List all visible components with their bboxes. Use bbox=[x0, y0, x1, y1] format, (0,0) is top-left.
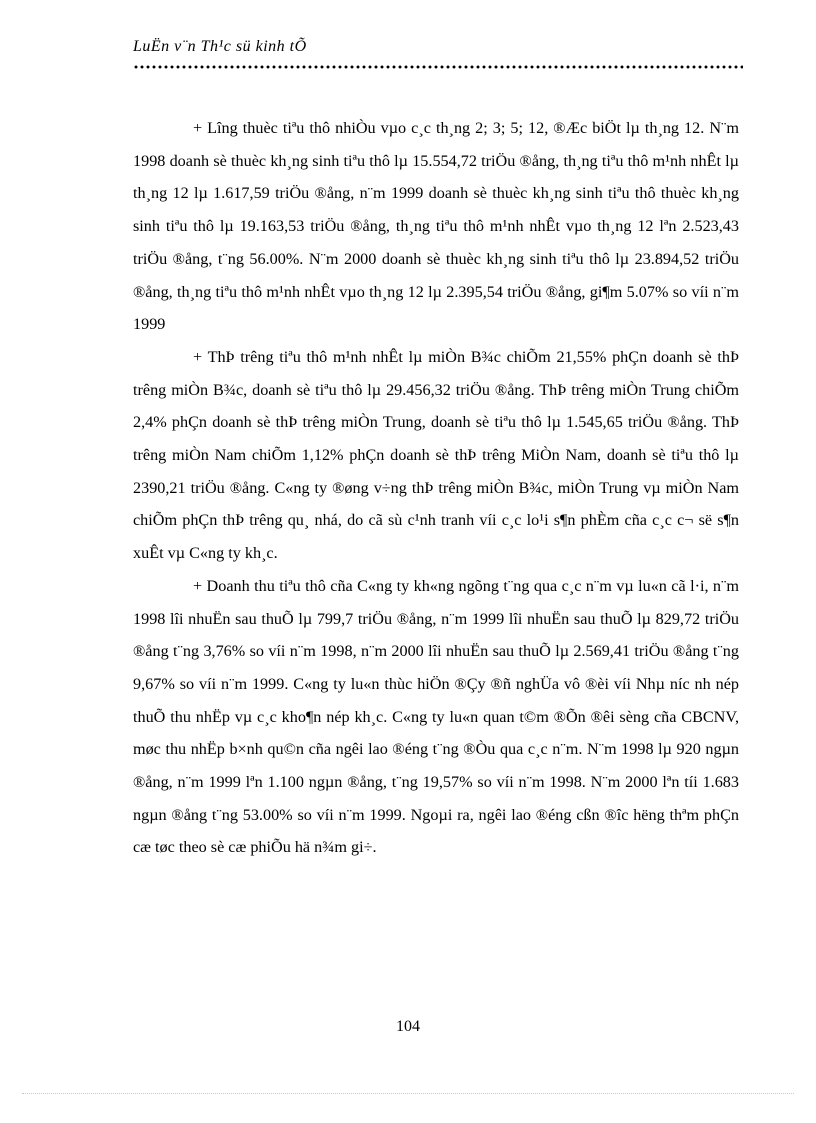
paragraph-revenue-profit: + Doanh thu tiªu thô cña C«ng ty kh«ng ngõng t¨ng qua c¸c n¨m vµ lu«n cã l·i, n¨m 1998 lîi nhuËn sau thuÕ lµ 799,7 triÖu ®ång, n¨m 1999 lîi nhuËn sau thuÕ lµ 829,72 triÖu ®ång t¨ng 3,76% so víi n¨m 1998, n¨m 2000 lîi nhuËn sau thuÕ lµ 2.569,41 triÖu ®ång t¨ng 9,67% so víi n¨m 1999. C«ng ty lu«n thùc hiÖn ®Çy ®ñ nghÜa vô ®èi víi Nhµ níc nh nép thuÕ thu nhËp vµ c¸c kho¶n nép kh¸c. C«ng ty lu«n quan t©m ®Õn ®êi sèng cña CBCNV, møc thu nhËp b×nh qu©n cña ngêi lao ®éng t¨ng ®Òu qua c¸c n¨m. N¨m 1998 lµ 920 ngµn ®ång, n¨m 1999 lªn 1.100 ngµn ®ång, t¨ng 19,57% so víi n¨m 1998. N¨m 2000 lªn tíi 1.683 ngµn ®ång t¨ng 53.00% so víi n¨m 1999. Ngoµi ra, ngêi lao ®éng cßn ®îc hëng thªm phÇn cæ tøc theo sè cæ phiÕu hä n¾m gi÷. bbox=[133, 576, 739, 857]
footer-dotted-rule bbox=[22, 1093, 794, 1094]
header-dotted-rule bbox=[133, 64, 743, 70]
header-title: LuËn v¨n Th¹c sü kinh tÕ bbox=[133, 38, 307, 55]
paragraph-sales-volume: + Lîng thuèc tiªu thô nhiÒu vµo c¸c th¸ng 2; 3; 5; 12, ®Æc biÖt lµ th¸ng 12. N¨m 1998 doanh sè thuèc kh¸ng sinh tiªu thô lµ 15.554,72 triÖu ®ång, th¸ng tiªu thô m¹nh nhÊt lµ th¸ng 12 lµ 1.617,59 triÖu ®ång, n¨m 1999 doanh sè thuèc kh¸ng sinh tiªu thô thuèc kh¸ng sinh tiªu thô lµ 19.163,53 triÖu ®ång, th¸ng tiªu thô m¹nh nhÊt vµo th¸ng 12 lªn 2.523,43 triÖu ®ång, t¨ng 56.00%. N¨m 2000 doanh sè thuèc kh¸ng sinh tiªu thô lµ 23.894,52 triÖu ®ång, th¸ng tiªu thô m¹nh nhÊt vµo th¸ng 12 lµ 2.395,54 triÖu ®ång, gi¶m 5.07% so víi n¨m 1999 bbox=[133, 119, 739, 334]
body-text bbox=[133, 112, 739, 864]
paragraph-market-share: + ThÞ trêng tiªu thô m¹nh nhÊt lµ miÒn B¾c chiÕm 21,55% phÇn doanh sè thÞ trêng miÒn B¾c, doanh sè tiªu thô lµ 29.456,32 triÖu ®ång. ThÞ trêng miÒn Trung chiÕm 2,4% phÇn doanh sè thÞ trêng miÒn Trung, doanh sè tiªu thô lµ 1.545,65 triÖu ®ång. ThÞ trêng miÒn Nam chiÕm 1,12% phÇn doanh sè thÞ trêng MiÒn Nam, doanh sè tiªu thô lµ 2390,21 triÖu ®ång. C«ng ty ®øng v÷ng thÞ trêng miÒn B¾c, miÒn Trung vµ miÒn Nam chiÕm phÇn thÞ trêng qu¸ nhá, do cã sù c¹nh tranh víi c¸c lo¹i s¶n phÈm cña c¸c c¬ së s¶n xuÊt vµ C«ng ty kh¸c. bbox=[133, 347, 739, 563]
page-number: 104 bbox=[396, 1018, 420, 1035]
